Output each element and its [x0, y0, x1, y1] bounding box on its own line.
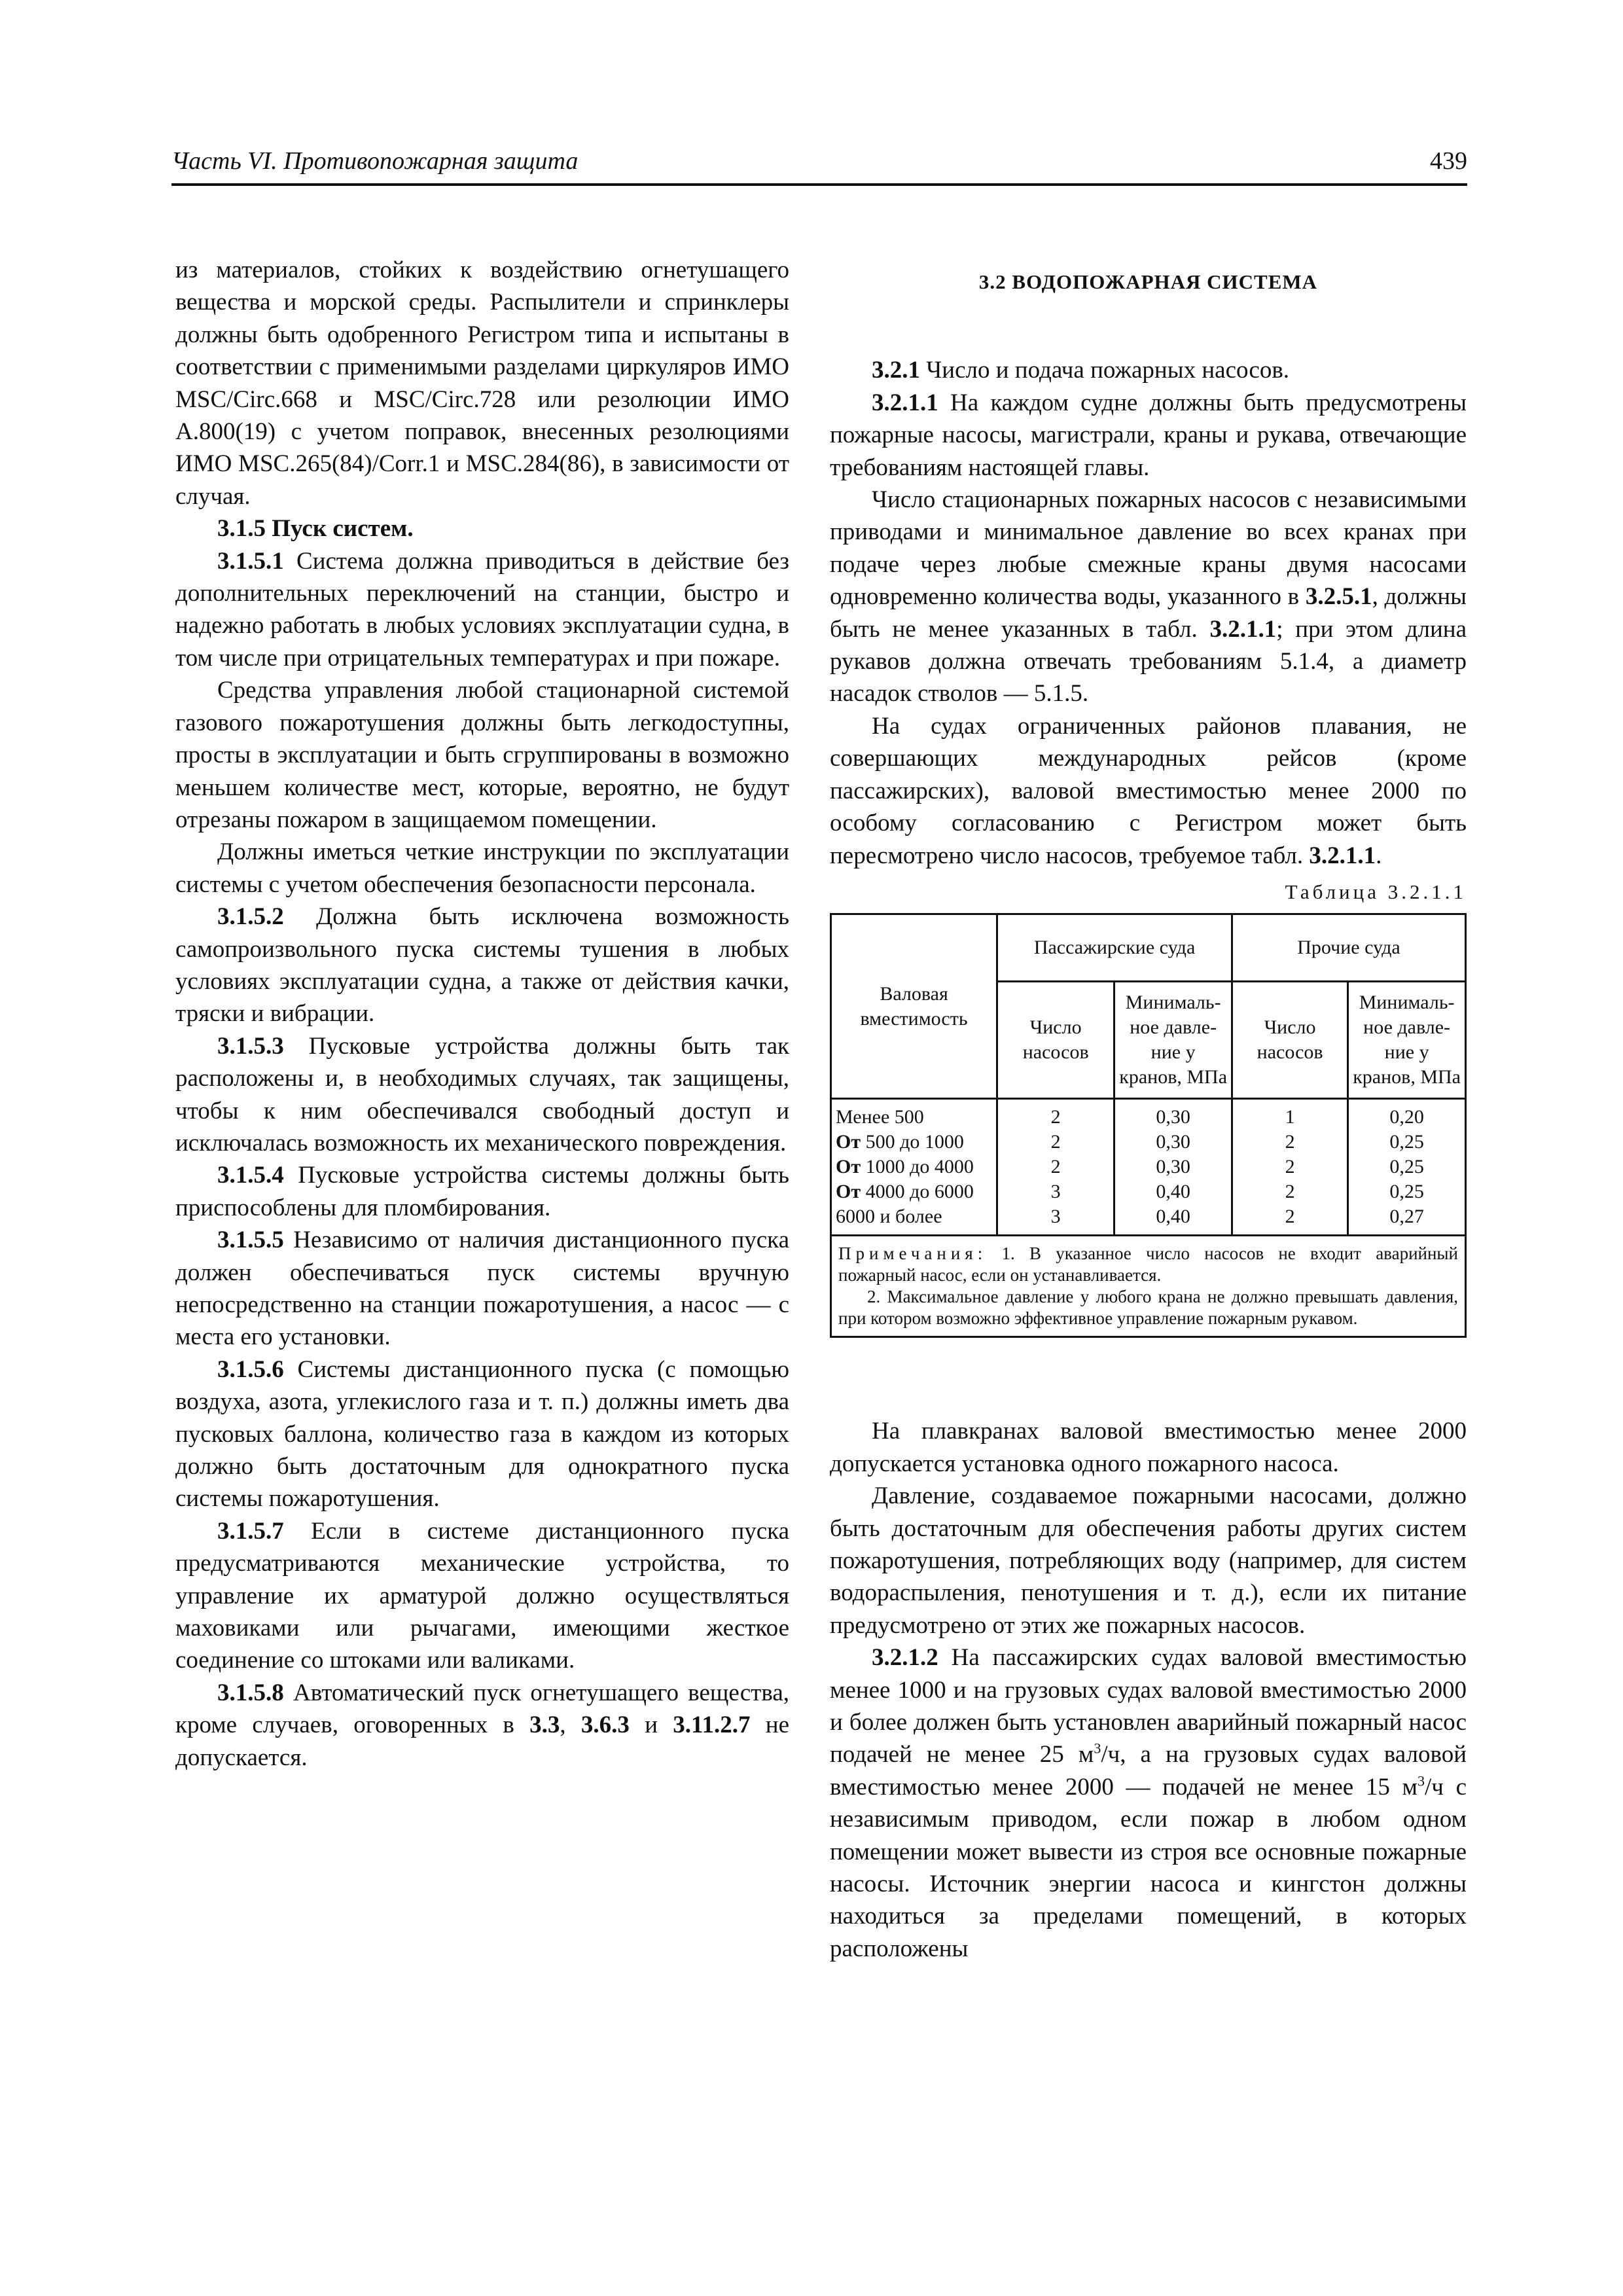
- cell-value: 0,25: [1389, 1181, 1424, 1203]
- paragraph-pressure: Давление, создаваемое пожарными насосами, должно быть достаточным для обеспечения работы других систем пожаротушения, потребляющих воду (например, для систем водораспыления, пенотушения и т. д.), если их питание предусмотрено от этих же пожарных насосов.: [830, 1482, 1467, 1639]
- clause-text: Пусковые устройства должны быть так расположены и, в необходимых случаях, так защищены, чтобы к ним обеспечивался свободный доступ и исключалась возможность их механического повреждения.: [175, 1032, 790, 1157]
- paragraph-3-1-5-6: [175, 1354, 789, 1515]
- reference: 3.2.1.1: [1309, 842, 1376, 869]
- reference: 3.11.2.7: [673, 1712, 751, 1739]
- paragraph-floating-cranes: На плавкранах валовой вместимостью менее 2000 допускается установка одного пожарного насоса.: [830, 1418, 1467, 1477]
- tonnage-prefix: От: [836, 1156, 861, 1178]
- heading-number: 3.1.5: [217, 515, 266, 543]
- cell-value: 2: [1050, 1131, 1061, 1153]
- cell-value: 2: [1285, 1206, 1295, 1228]
- text-run: Число стационарных пожарных насосов с независимыми приводами и минимальное давление во всех кранах при подаче через любые смежные краны двумя насосами одновременно количества воды, указанного в: [830, 486, 1467, 611]
- cell-value: 0,40: [1156, 1181, 1190, 1203]
- table-notes: [831, 1236, 1466, 1337]
- header-title: Часть VI. Противопожарная защита: [171, 147, 579, 175]
- tonnage-value: 500 до 1000: [861, 1131, 964, 1153]
- tonnage-cell: [831, 1099, 997, 1236]
- clause-number: 3.1.5.8: [217, 1679, 284, 1706]
- clause-number: 3.2.1.2: [872, 1644, 938, 1672]
- clause-text: Системы дистанционного пуска (с помощью воздуха, азота, углекислого газа и т. п.) должны иметь два пусковых баллона, количество газа в каждом из которых должно быть достаточным для однократного пуска системы пожаротушения.: [175, 1355, 789, 1513]
- text-run: /ч, а на грузовых судах валовой вместимостью менее 2000 — подачей не менее 15 м: [830, 1741, 1467, 1801]
- paragraph-restricted-areas: [830, 710, 1467, 872]
- text-run: ; при этом длина рукавов должна отвечать требованиям 5.1.4, а диаметр насадок стволов — 5.1.5.: [830, 615, 1467, 708]
- paragraph-3-1-5-8: [175, 1677, 789, 1774]
- paragraph-continued: из материалов, стойких к воздействию огнетушащего вещества и морской среды. Распылители и спринклеры должны быть одобренного Регистром типа и испытаны в соответствии с применимыми разделами циркуляров ИМО MSC/Circ.668 и MSC/Circ.728 или резолюции ИМО A.800(19) с учетом поправок, внесенных резолюциями ИМО MSC.265(84)/Corr.1 и MSC.284(86), в зависимости от случая.: [175, 257, 789, 510]
- cell-value: 2: [1285, 1131, 1295, 1153]
- clause-number: 3.1.5.1: [217, 547, 284, 575]
- table-row: [836, 1130, 992, 1155]
- text-run: На судах ограниченных районов плавания, не совершающих международных рейсов (кроме пассажирских), валовой вместимостью менее 2000 по особому согласованию с Регистром может быть пересмотрено число насосов, требуемое табл.: [830, 712, 1467, 869]
- table-row: [836, 1155, 992, 1179]
- tonnage-value: 1000 до 4000: [861, 1156, 974, 1178]
- table-row: [836, 1179, 992, 1204]
- reference: 3.2.5.1: [1305, 583, 1372, 611]
- table-row: [836, 1204, 992, 1229]
- tonnage-prefix: От: [836, 1131, 861, 1153]
- table-caption: [830, 876, 1467, 908]
- clause-number: 3.1.5.5: [217, 1227, 284, 1254]
- note-2: 2. Максимальное давление у любого крана не должно превышать давления, при котором возможно эффективное управление пожарным рукавом.: [838, 1287, 1458, 1329]
- clause-text: Автоматический пуск огнетушащего вещества, кроме случаев, оговоренных в: [175, 1679, 790, 1739]
- paragraph-3-1-5-7: [175, 1515, 789, 1677]
- heading-text: Число и подача пожарных насосов.: [926, 357, 1290, 384]
- paragraph-3-1-5-4: [175, 1159, 789, 1224]
- cell-value: 0,27: [1389, 1206, 1424, 1228]
- separator: ,: [560, 1712, 566, 1739]
- tonnage-prefix: От: [836, 1181, 861, 1203]
- tonnage-value: 6000 и более: [836, 1206, 942, 1228]
- header-tonnage: Валовая вместимость: [831, 914, 997, 1099]
- paragraph-3-2-1-1: [830, 387, 1467, 484]
- other-pressure-cell: [1348, 1099, 1466, 1236]
- header-other-pumps: Число насосов: [1232, 982, 1348, 1099]
- heading-3-2-1: [830, 354, 1467, 386]
- header-passenger-pressure: Минималь-ное давле-ние у кранов, МПа: [1115, 982, 1232, 1099]
- note-text: 1. В указанное число насосов не входит аварийный пожарный насос, если он устанавливается.: [838, 1244, 1459, 1285]
- reference: 3.3: [529, 1712, 560, 1739]
- tonnage-value: 4000 до 6000: [861, 1181, 974, 1203]
- clause-number: 3.2.1.1: [872, 389, 938, 416]
- superscript: 3: [1417, 1772, 1425, 1789]
- heading-number: 3.2.1: [872, 357, 920, 384]
- paragraph-3-2-1-2: [830, 1641, 1467, 1965]
- note-1: [838, 1243, 1458, 1286]
- clause-text: Пусковые устройства системы должны быть приспособлены для пломбирования.: [175, 1162, 789, 1221]
- passenger-pressure-cell: [1115, 1099, 1232, 1236]
- text-run: .: [1376, 842, 1382, 869]
- heading-text: Пуск систем.: [272, 515, 414, 543]
- text-run: , должны быть не менее указанных в табл.: [830, 583, 1467, 643]
- paragraph-3-1-5-1: [175, 545, 789, 675]
- paragraph-instructions: Должны иметься четкие инструкции по эксплуатации системы с учетом обеспечения безопасности персонала.: [175, 838, 789, 898]
- cell-value: 0,30: [1156, 1156, 1190, 1178]
- text-run: /ч с независимым приводом, если пожар в любом одном помещении может вывести из строя все основные пожарные насосы. Источник энергии насоса и кингстон должны находиться за пределами помещений, в которых расположены: [830, 1773, 1467, 1962]
- cell-value: 0,20: [1389, 1106, 1424, 1128]
- paragraph-stationary-pumps: [830, 484, 1467, 710]
- header-other-ships: Прочие суда: [1232, 914, 1466, 982]
- cell-value: 0,40: [1156, 1206, 1190, 1228]
- superscript: 3: [1094, 1740, 1101, 1757]
- header-passenger-pumps: Число насосов: [997, 982, 1115, 1099]
- table-row: [836, 1105, 992, 1130]
- paragraph-3-1-5-2: [175, 901, 789, 1030]
- passenger-pumps-cell: [997, 1099, 1115, 1236]
- clause-number: 3.1.5.4: [217, 1162, 284, 1189]
- clause-text: Должна быть исключена возможность самопроизвольного пуска системы тушения в любых условиях эксплуатации судна, а также от действия качки, тряски и вибрации.: [175, 903, 789, 1028]
- heading-3-1-5: [175, 512, 789, 545]
- spacer: [830, 1338, 1467, 1415]
- clause-text: Независимо от наличия дистанционного пуска должен обеспечиваться пуск системы вручную непосредственно на станции пожаротушения, а насос — с места его установки.: [175, 1227, 790, 1351]
- section-title: 3.2 ВОДОПОЖАРНАЯ СИСТЕМА: [978, 270, 1318, 293]
- cell-value: 0,25: [1389, 1131, 1424, 1153]
- conjunction: и: [645, 1712, 658, 1739]
- paragraph-3-1-5-3: [175, 1030, 789, 1160]
- other-pumps-cell: [1232, 1099, 1348, 1236]
- table-header-row: [831, 914, 1466, 982]
- clause-text: Система должна приводиться в действие без дополнительных переключений на станции, быстро и надежно работать в любых условиях эксплуатации судна, в том числе при отрицательных температурах и при пожаре.: [175, 547, 789, 672]
- paragraph-controls: Средства управления любой стационарной системой газового пожаротушения должны быть легкодоступны, просты в эксплуатации и быть сгруппированы в возможно меньшем количестве мест, которые, вероятно, не будут отрезаны пожаром в защищаемом помещении.: [175, 677, 789, 833]
- cell-value: 3: [1050, 1206, 1061, 1228]
- clause-text: На каждом судне должны быть предусмотрены пожарные насосы, магистрали, краны и рукава, отвечающие требованиям настоящей главы.: [830, 389, 1467, 481]
- cell-value: 1: [1285, 1106, 1295, 1128]
- right-column: [830, 254, 1467, 1965]
- tonnage-value: Менее 500: [836, 1106, 924, 1128]
- table-caption-number: 3.2.1.1: [1387, 880, 1467, 903]
- table-body: [831, 1099, 1466, 1236]
- left-column: [175, 254, 789, 1774]
- clause-number: 3.1.5.2: [217, 903, 284, 931]
- clause-number: 3.1.5.7: [217, 1517, 284, 1545]
- cell-value: 3: [1050, 1181, 1061, 1203]
- clause-text: не допускается.: [175, 1712, 790, 1771]
- table-caption-word: Таблица: [1285, 880, 1380, 903]
- cell-value: 0,25: [1389, 1156, 1424, 1178]
- pump-requirements-table: [830, 913, 1467, 1338]
- running-header: [171, 141, 1467, 186]
- page-number: 439: [1430, 147, 1467, 175]
- notes-label: Примечания:: [838, 1244, 988, 1264]
- table-notes-row: [831, 1236, 1466, 1337]
- paragraph-3-1-5-5: [175, 1224, 789, 1354]
- cell-value: 2: [1050, 1156, 1061, 1178]
- cell-value: 2: [1285, 1156, 1295, 1178]
- cell-value: 2: [1050, 1106, 1061, 1128]
- cell-value: 2: [1285, 1181, 1295, 1203]
- header-other-pressure: Минималь-ное давле-ние у кранов, МПа: [1348, 982, 1466, 1099]
- reference: 3.6.3: [580, 1712, 630, 1739]
- cell-value: 0,30: [1156, 1131, 1190, 1153]
- clause-number: 3.1.5.3: [217, 1032, 284, 1060]
- header-passenger-ships: Пассажирские суда: [997, 914, 1232, 982]
- clause-number: 3.1.5.6: [217, 1355, 284, 1383]
- clause-text: Если в системе дистанционного пуска предусматриваются механические устройства, то управление их арматурой должно осуществляться маховиками или рычагами, имеющими жесткое соединение со штоками или валиками.: [175, 1517, 789, 1674]
- text-run: На пассажирских судах валовой вместимостью менее 1000 и на грузовых судах валовой вместимостью 2000 и более должен быть установлен аварийный пожарный насос подачей не менее 25 м: [830, 1644, 1467, 1768]
- reference: 3.2.1.1: [1209, 615, 1277, 643]
- cell-value: 0,30: [1156, 1106, 1190, 1128]
